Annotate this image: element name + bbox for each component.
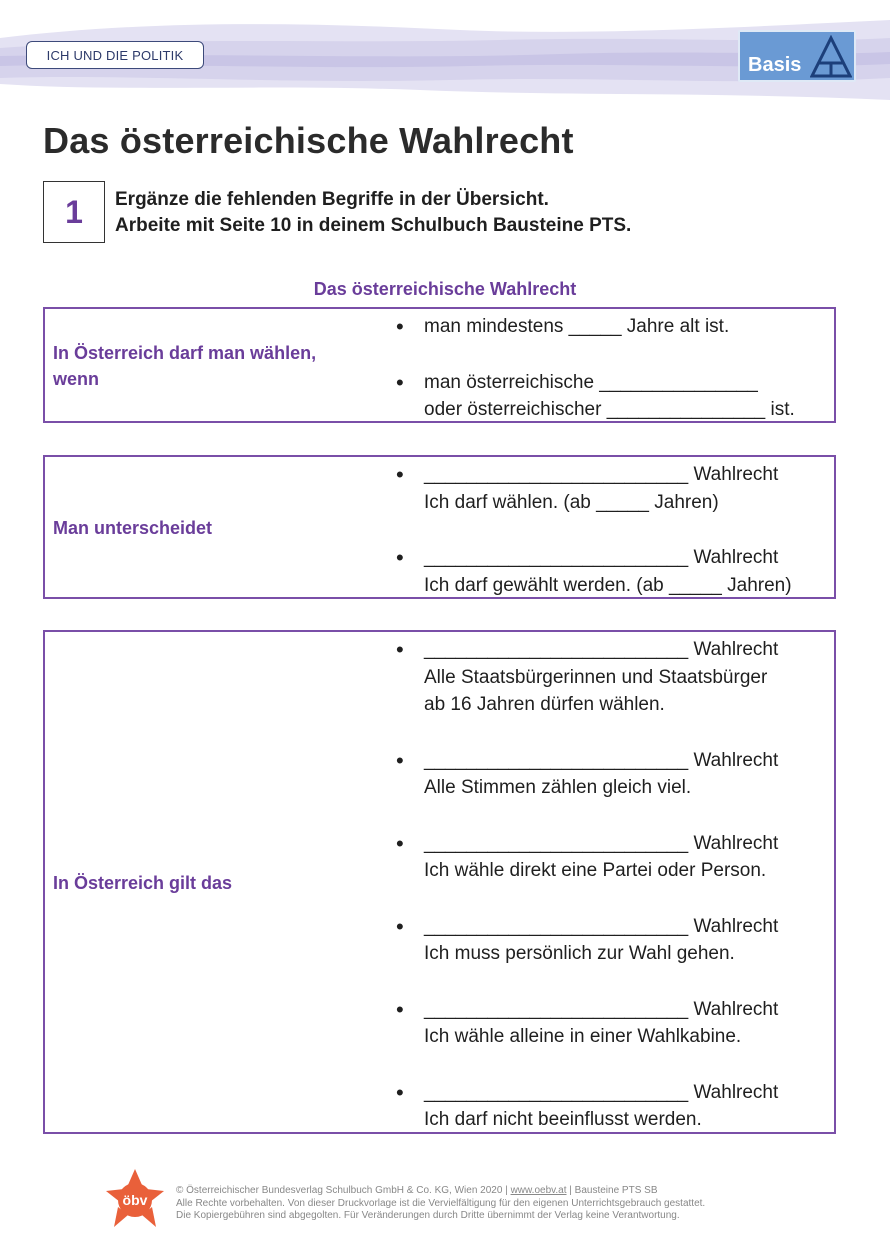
list-item [396,913,778,968]
item-text: • _________________________ Wahlrecht [424,749,779,771]
item-text: • _________________________ Wahlrecht [424,1081,779,1103]
publisher-logo-icon [104,1169,166,1231]
distinction-list [396,461,792,599]
list-item [396,544,792,599]
item-text: Ich muss persönlich zur Wahl gehen. [424,943,735,964]
table-caption: Das österreichische Wahlrecht [313,279,577,299]
footer-copyright [176,1185,705,1223]
task-line-1: Ergänze die fehlenden Begriffe in der Übersicht. [115,189,549,210]
list-item [396,996,778,1051]
eligibility-label-line-1: In Österreich darf man wählen, [53,343,317,363]
distinction-box [43,455,836,599]
list-item [396,369,795,424]
list-item [396,636,778,719]
distinction-label: Man unterscheidet [53,518,213,538]
item-text: • man österreichische _______________ [424,371,758,393]
eligibility-label-line-2: wenn [53,369,100,389]
item-text: Alle Staatsbürgerinnen und Staatsbürger [424,666,768,688]
topic-label: ICH UND DIE POLITIK [26,41,204,69]
footer-line-1-end: | Bausteine PTS SB [566,1185,658,1196]
item-text: • _________________________ Wahlrecht [424,464,779,485]
list-item [396,313,795,341]
item-text: ab 16 Jahren dürfen wählen. [424,694,665,715]
item-text: Ich wähle alleine in einer Wahlkabine. [424,1026,742,1047]
item-text: • _________________________ Wahlrecht [424,998,779,1020]
task-number: 1 [43,181,105,243]
list-item [396,747,778,802]
footer-line-3: Die Kopiergebühren sind abgegolten. Für Veränderungen durch Dritte übernimmt der Verlag keine Verantwortung. [176,1210,680,1221]
item-text: • _________________________ Wahlrecht [424,547,779,568]
principles-list [396,636,778,1134]
list-item [396,461,792,516]
item-text: oder österreichischer _______________ ist. [424,399,795,420]
footer-line-1-start: © Österreichischer Bundesverlag Schulbuch GmbH & Co. KG, Wien 2020 | [176,1185,511,1196]
pyramid-icon [810,35,852,79]
item-text: Ich darf wählen. (ab _____ Jahren) [424,491,719,513]
list-item [396,1079,778,1134]
eligibility-label [53,340,316,392]
eligibility-list [396,313,795,424]
item-text: • _________________________ Wahlrecht [424,915,779,937]
page-title: Das österreichische Wahlrecht [43,120,574,161]
footer-line-2: Alle Rechte vorbehalten. Von dieser Druckvorlage ist die Vervielfältigung für den eigenen Unterrichtsgebrauch gestattet. [176,1197,706,1209]
item-text: Ich wähle direkt eine Partei oder Person. [424,860,767,881]
item-text: • _________________________ Wahlrecht [424,832,779,854]
eligibility-box [43,307,836,423]
principles-label: In Österreich gilt das [53,873,233,893]
task-line-2: Arbeite mit Seite 10 in deinem Schulbuch Bausteine PTS. [115,215,632,236]
level-badge [738,30,856,82]
list-item [396,830,778,885]
publisher-link[interactable]: www.oebv.at [510,1185,567,1196]
item-text: • man mindestens _____ Jahre alt ist. [424,316,730,337]
item-text: Ich darf nicht beeinflusst werden. [424,1109,702,1130]
footer-line-1 [176,1185,705,1198]
item-text: Ich darf gewählt werden. (ab _____ Jahren) [424,574,792,596]
item-text: Alle Stimmen zählen gleich viel. [424,777,692,798]
publisher-logo-text: öbv [122,1192,148,1208]
task-instructions [115,187,631,239]
item-text: • _________________________ Wahlrecht [424,639,779,660]
principles-box [43,630,836,1134]
level-badge-text: Basis [748,54,802,76]
